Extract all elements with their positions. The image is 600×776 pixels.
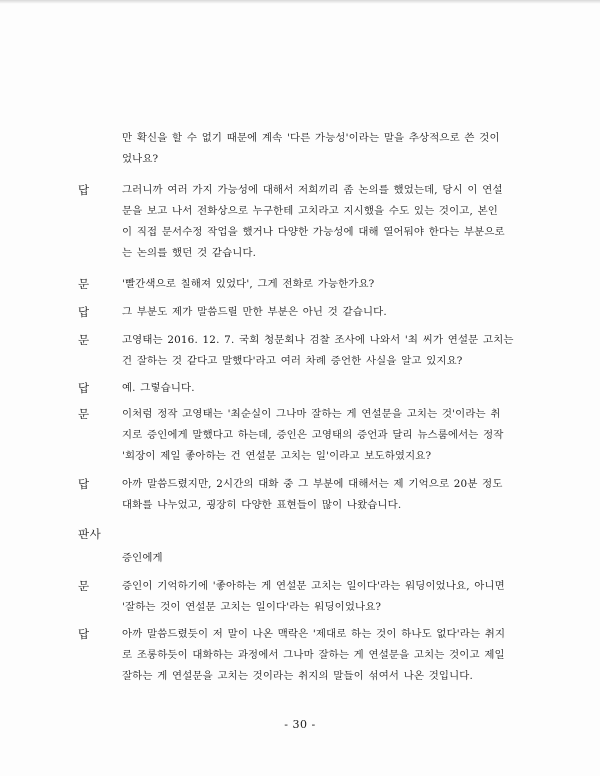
text-line: '잘하는 것이 연설문 고치는 일이다'라는 워딩이었나요? [122, 601, 382, 613]
text-line: 그 부분도 제가 말씀드릴 만한 부분은 아닌 것 같습니다. [122, 306, 387, 318]
speaker-label: 판사 [78, 527, 102, 541]
transcript-text [122, 404, 534, 467]
page-number: - 30 - [284, 718, 316, 731]
speaker-label: 문 [78, 333, 90, 347]
transcript-text [122, 378, 534, 399]
text-line: 대화를 나누었고, 굉장히 다양한 표현들이 많이 나왔습니다. [122, 499, 402, 511]
text-line: '빨간색으로 칠해져 있었다', 그게 전화로 가능한가요? [122, 278, 375, 290]
scan-edge [0, 0, 600, 4]
text-line: 문을 보고 나서 전화상으로 누구한테 고치라고 지시했을 수도 있는 것이고, 본인 [122, 205, 498, 217]
speaker-label: 문 [78, 407, 90, 421]
transcript-text [122, 128, 534, 170]
transcript-text [122, 548, 534, 569]
text-line: 건 잘하는 것 같다고 말했다'라고 여러 차례 증언한 사실을 알고 있지요? [122, 355, 463, 367]
speaker-label: 답 [78, 183, 90, 197]
speaker-label: 답 [78, 477, 90, 491]
transcript-text [122, 330, 534, 372]
text-line: '회장이 제일 좋아하는 건 연설문 고치는 일'이라고 보도하였지요? [122, 450, 432, 462]
text-line: 이 직접 문서수정 작업을 했거나 다양한 가능성에 대해 열어둬야 한다는 부분으로 [122, 226, 505, 238]
text-line: 잘하는 게 연설문을 고치는 것이라는 취지의 말들이 섞여서 나온 것입니다. [122, 670, 473, 682]
transcript-text [122, 274, 534, 295]
speaker-label: 문 [78, 277, 90, 291]
text-line: 었나요? [122, 153, 159, 165]
text-line: 예. 그렇습니다. [122, 382, 195, 394]
speaker-label: 답 [78, 305, 90, 319]
text-line: 고영태는 2016. 12. 7. 국회 청문회나 검찰 조사에 나와서 '최 씨가 연설문 고치는 [122, 334, 514, 346]
speaker-label: 문 [78, 579, 90, 593]
text-line: 로 조롱하듯이 대화하는 과정에서 그나마 잘하는 게 연설문을 고치는 것이고 제일 [122, 649, 505, 661]
text-line: 는 논의를 했던 것 같습니다. [122, 247, 257, 259]
transcript-text [122, 474, 534, 516]
text-line: 아까 말씀드렸듯이 저 말이 나온 맥락은 '제대로 하는 것이 하나도 없다'라는 취지 [122, 628, 506, 640]
text-line: 증인이 기억하기에 '좋아하는 게 연설문 고치는 일이다'라는 워딩이었나요, 아니면 [122, 580, 505, 592]
speaker-label: 답 [78, 381, 90, 395]
transcript-text [122, 180, 534, 264]
text-line: 아까 말씀드렸지만, 2시간의 대화 중 그 부분에 대해서는 제 기억으로 20분 정도 [122, 478, 503, 490]
transcript-text [122, 302, 534, 323]
transcript-text [122, 624, 534, 687]
transcript-text [122, 576, 534, 618]
text-line: 이처럼 정작 고영태는 '최순실이 그나마 잘하는 게 연설문을 고치는 것'이라는 취 [122, 408, 501, 420]
speaker-label: 답 [78, 627, 90, 641]
text-line: 만 확신을 할 수 없기 때문에 계속 '다른 가능성'이라는 말을 추상적으로 쓴 것이 [122, 132, 500, 144]
text-line: 지로 증인에게 말했다고 하는데, 증인은 고영태의 증언과 달리 뉴스룸에서는 정작 [122, 429, 504, 441]
text-line: 증인에게 [122, 552, 163, 564]
text-line: 그러니까 여러 가지 가능성에 대해서 저희끼리 좀 논의를 했었는데, 당시 이 연설 [122, 184, 503, 196]
